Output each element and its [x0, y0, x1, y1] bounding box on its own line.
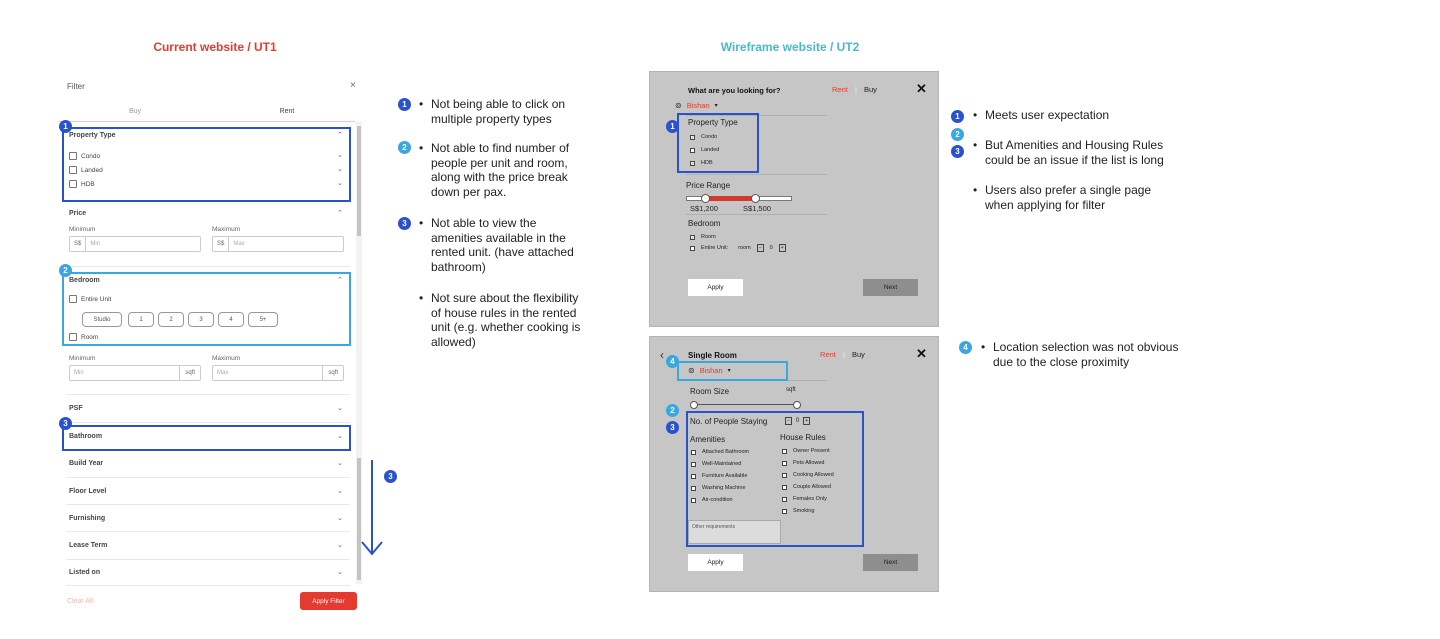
currency-prefix: S$ — [70, 237, 86, 251]
ut2-note-badge-1: 1 — [951, 110, 964, 123]
bullet: • — [419, 97, 424, 111]
placeholder: Max — [217, 370, 229, 376]
wf2-annotation-box-4 — [677, 361, 788, 381]
ut1-note-3 — [419, 216, 601, 274]
pill-studio[interactable]: Studio — [82, 312, 122, 327]
wf1-price-min: S$1,200 — [690, 204, 718, 213]
section-psf[interactable]: PSF — [69, 405, 83, 412]
other-requirements-textarea[interactable]: Other requirements — [688, 520, 781, 544]
unit-suffix: sqft — [322, 366, 343, 380]
option-label: Room — [701, 234, 716, 240]
wf2-room-size-unit: sqft — [786, 387, 796, 393]
note-line: when applying for filter — [985, 197, 1106, 212]
tab-buy[interactable]: Buy — [128, 108, 142, 115]
wf1-apply-button[interactable]: Apply — [688, 279, 743, 296]
chevron-down-icon: ▾ — [727, 368, 731, 374]
option-label: Condo — [701, 134, 718, 140]
chevron-down-icon[interactable]: ⌄ — [337, 180, 343, 187]
option-label: Owner Present — [793, 448, 830, 454]
price-range-fill — [705, 196, 755, 201]
chevron-down-icon[interactable]: ⌄ — [337, 542, 343, 549]
section-price[interactable]: Price — [69, 210, 87, 217]
bullet: • — [973, 183, 978, 197]
wf1-tab-rent[interactable]: Rent — [832, 85, 848, 94]
wf2-tab-separator: | — [843, 350, 845, 359]
wf2-house-rules-title: House Rules — [780, 433, 826, 442]
placeholder: Min — [74, 370, 84, 376]
price-range-handle-min[interactable] — [701, 194, 710, 203]
chevron-up-icon[interactable]: ⌃ — [337, 210, 343, 217]
checkbox-checked[interactable]: ✓ — [691, 234, 695, 240]
option-label: Entire Unit — [81, 295, 112, 303]
note-line: rented unit. (have attached — [431, 245, 574, 259]
wf1-question: What are you looking for? — [688, 86, 781, 95]
bullet: • — [419, 291, 424, 305]
pill-4[interactable]: 4 — [218, 312, 244, 327]
close-icon[interactable]: × — [350, 80, 356, 91]
note-line: along with the price break — [431, 170, 568, 184]
note-line: Not able to find number of — [431, 141, 570, 155]
plus-icon[interactable]: + — [780, 245, 784, 251]
wireframe-website-heading: Wireframe website / UT2 — [720, 40, 860, 54]
option-label: Room — [81, 333, 99, 341]
annotation-badge-2: 2 — [59, 264, 72, 277]
section-bedroom[interactable]: Bedroom — [69, 277, 100, 284]
option-label: Pets Allowed — [793, 460, 825, 466]
scrollbar-thumb[interactable] — [357, 126, 361, 236]
note-line: Not being able to click on — [431, 97, 566, 111]
note-line: down per pax. — [431, 184, 507, 199]
ut2-note-3 — [973, 138, 1205, 167]
location-value: Bishan — [686, 101, 710, 110]
note-line: Users also prefer a single page — [985, 183, 1152, 197]
divider — [66, 394, 350, 395]
chevron-down-icon[interactable]: ⌄ — [337, 515, 343, 522]
note-line: bathroom) — [431, 259, 486, 274]
minus-icon[interactable]: − — [758, 245, 762, 251]
wf1-option-entire-unit[interactable] — [690, 244, 786, 252]
ut2-note-badge-4: 4 — [959, 341, 972, 354]
wf1-annotation-box-1 — [677, 113, 759, 173]
ut2-note-4 — [973, 183, 1205, 212]
option-label: Landed — [81, 166, 103, 174]
note-line: due to the close proximity — [993, 354, 1130, 369]
ut1-note-4 — [419, 291, 606, 349]
size-min-label: Minimum — [69, 355, 96, 362]
section-floor-level[interactable]: Floor Level — [69, 488, 107, 495]
section-property-type[interactable]: Property Type — [69, 132, 116, 139]
note-line: Not sure about the flexibility — [431, 291, 579, 305]
bullet: • — [973, 138, 978, 152]
ut2-note-badge-2: 2 — [951, 128, 964, 141]
annotation-box-2 — [62, 272, 351, 346]
option-label: HDB — [701, 160, 713, 166]
chevron-up-icon[interactable]: ⌃ — [337, 132, 343, 139]
note-line: Not able to view the — [431, 216, 537, 230]
pill-1[interactable]: 1 — [128, 312, 154, 327]
annotation-box-3 — [62, 425, 351, 451]
section-listed-on[interactable]: Listed on — [69, 569, 101, 576]
chevron-down-icon[interactable]: ⌄ — [337, 569, 343, 576]
clear-all-link[interactable]: Clear All — [67, 598, 94, 605]
down-arrow-icon — [360, 460, 384, 557]
price-max-label: Maximum — [212, 226, 241, 233]
size-max-input[interactable] — [212, 365, 344, 381]
location-pin-icon: ⊚ — [688, 366, 695, 375]
section-lease-term[interactable]: Lease Term — [69, 542, 108, 549]
divider — [66, 477, 350, 478]
divider — [66, 559, 350, 560]
ut1-note-1 — [419, 97, 601, 126]
chevron-down-icon[interactable]: ⌄ — [337, 405, 343, 412]
chevron-down-icon[interactable]: ⌄ — [337, 488, 343, 495]
plus-icon[interactable]: + — [805, 418, 809, 424]
pill-3[interactable]: 3 — [188, 312, 214, 327]
wf2-people-label: No. of People Staying — [690, 417, 768, 426]
option-label: Smoking — [793, 508, 815, 514]
option-label: Attached Bathroom — [702, 449, 750, 455]
checkbox[interactable] — [690, 246, 695, 251]
divider — [66, 585, 350, 586]
section-bathroom[interactable]: Bathroom — [69, 433, 103, 440]
ut2-note-5 — [981, 340, 1223, 369]
wf1-property-type-title: Property Type — [688, 118, 738, 127]
wf1-location-select[interactable] — [675, 101, 718, 110]
divider — [66, 266, 350, 267]
price-max-input[interactable] — [212, 236, 344, 252]
room-count: 0 — [769, 245, 773, 251]
annotation-box-1 — [62, 127, 351, 202]
pill-5-plus[interactable]: 5+ — [248, 312, 278, 327]
wf2-tab-rent[interactable]: Rent — [820, 350, 836, 359]
option-label: Condo — [81, 152, 101, 160]
annotation-badge-3: 3 — [59, 417, 72, 430]
price-min-label: Minimum — [69, 226, 96, 233]
current-website-heading: Current website / UT1 — [153, 40, 277, 54]
room-size-track[interactable] — [693, 404, 796, 405]
option-label: HDB — [81, 180, 95, 188]
option-label: Cooking Allowed — [793, 472, 834, 478]
divider — [686, 174, 827, 175]
bullet: • — [981, 340, 986, 354]
option-label: Furniture Available — [702, 473, 748, 479]
size-max-label: Maximum — [212, 355, 241, 362]
wf1-annotation-badge-1: 1 — [666, 120, 679, 133]
wf2-annotation-badge-4: 4 — [666, 355, 679, 368]
pill-2[interactable]: 2 — [158, 312, 184, 327]
wf2-annotation-box-2-3 — [686, 411, 864, 547]
price-min-input[interactable] — [69, 236, 201, 252]
wf1-price-max: S$1,500 — [743, 204, 771, 213]
bullet: • — [973, 108, 978, 122]
divider — [66, 422, 350, 423]
apply-filter-button[interactable]: Apply Filter — [300, 592, 357, 610]
annotation-badge-1: 1 — [59, 120, 72, 133]
location-pin-icon: ⊚ — [675, 101, 682, 110]
wf1-price-range-title: Price Range — [686, 181, 731, 190]
note-line: of house rules in the rented — [431, 305, 577, 320]
wf2-next-button[interactable]: Next — [863, 554, 918, 571]
option-label: Washing Machine — [702, 485, 746, 491]
section-build-year[interactable]: Build Year — [69, 460, 104, 467]
option-label: Landed — [701, 147, 720, 153]
wf2-annotation-badge-3: 3 — [666, 421, 679, 434]
wf2-apply-button[interactable]: Apply — [688, 554, 743, 571]
chevron-down-icon: ▾ — [714, 103, 718, 109]
ut1-note-2 — [419, 141, 601, 199]
location-value: Bishan — [699, 366, 723, 375]
tab-underline — [58, 121, 355, 122]
size-min-input[interactable] — [69, 365, 201, 381]
filter-title: Filter — [67, 82, 85, 91]
note-badge-2: 2 — [398, 141, 411, 154]
section-furnishing[interactable]: Furnishing — [69, 515, 106, 522]
checkbox-checked[interactable]: ✓ — [691, 134, 695, 140]
note-line: multiple property types — [431, 111, 552, 126]
option-label: Air-condition — [702, 497, 733, 503]
room-word: room — [738, 245, 751, 251]
chevron-down-icon[interactable]: ⌄ — [337, 460, 343, 467]
note-line: amenities available in the — [431, 230, 566, 245]
option-label: Couple Allowed — [793, 484, 831, 490]
bullet: • — [419, 141, 424, 155]
wf2-tab-buy[interactable]: Buy — [852, 350, 865, 359]
wf1-tab-buy[interactable]: Buy — [864, 85, 877, 94]
note-badge-1: 1 — [398, 98, 411, 111]
placeholder: Max — [233, 241, 245, 247]
currency-prefix: S$ — [213, 237, 229, 251]
bullet: • — [419, 216, 424, 230]
divider — [66, 504, 350, 505]
people-count: 0 — [795, 418, 800, 424]
option-label: Females Only — [793, 496, 827, 502]
note-line: But Amenities and Housing Rules — [985, 138, 1164, 152]
wf2-amenities-title: Amenities — [690, 435, 726, 444]
ut2-note-badge-3: 3 — [951, 145, 964, 158]
wf2-title: Single Room — [688, 351, 737, 360]
tab-rent[interactable]: Rent — [279, 108, 295, 115]
minus-icon[interactable]: − — [787, 418, 790, 424]
room-size-handle-max[interactable] — [793, 401, 801, 409]
close-icon[interactable]: ✕ — [916, 346, 927, 361]
chevron-down-icon[interactable]: ⌄ — [337, 433, 343, 440]
back-chevron-icon[interactable]: ‹ — [660, 348, 664, 362]
divider — [66, 531, 350, 532]
option-label: Well-Maintained — [702, 461, 742, 467]
checkbox-checked[interactable]: ✓ — [691, 160, 695, 166]
note-line: Meets user expectation — [985, 108, 1110, 122]
chevron-down-icon[interactable]: ⌄ — [337, 152, 343, 159]
option-label: Entire Unit: — [701, 245, 729, 251]
note-line: could be an issue if the list is long — [985, 152, 1164, 167]
unit-suffix: sqft — [179, 366, 200, 380]
wf1-tab-separator: | — [855, 85, 857, 94]
note-badge-3: 3 — [398, 217, 411, 230]
wf2-room-size-label: Room Size — [690, 387, 730, 396]
wf1-bedroom-title: Bedroom — [688, 219, 721, 228]
chevron-up-icon[interactable]: ⌃ — [337, 277, 343, 284]
room-size-handle-min[interactable] — [690, 401, 698, 409]
placeholder: Min — [90, 241, 101, 247]
divider — [686, 214, 827, 215]
note-line: people per unit and room, — [431, 155, 568, 170]
ut2-note-1 — [973, 108, 1205, 123]
wf1-option-room[interactable] — [690, 234, 716, 240]
note-line: Location selection was not obvious — [993, 340, 1179, 354]
wireframe-panel-1 — [649, 71, 939, 327]
wf2-annotation-badge-2: 2 — [666, 404, 679, 417]
wf1-next-button[interactable]: Next — [863, 279, 918, 296]
price-range-handle-max[interactable] — [751, 194, 760, 203]
note-line: allowed) — [431, 334, 476, 349]
note-line: unit (e.g. whether cooking is — [431, 320, 581, 334]
chevron-down-icon[interactable]: ⌄ — [337, 166, 343, 173]
annotation-badge-scroll: 3 — [384, 470, 397, 483]
close-icon[interactable]: ✕ — [916, 81, 927, 96]
